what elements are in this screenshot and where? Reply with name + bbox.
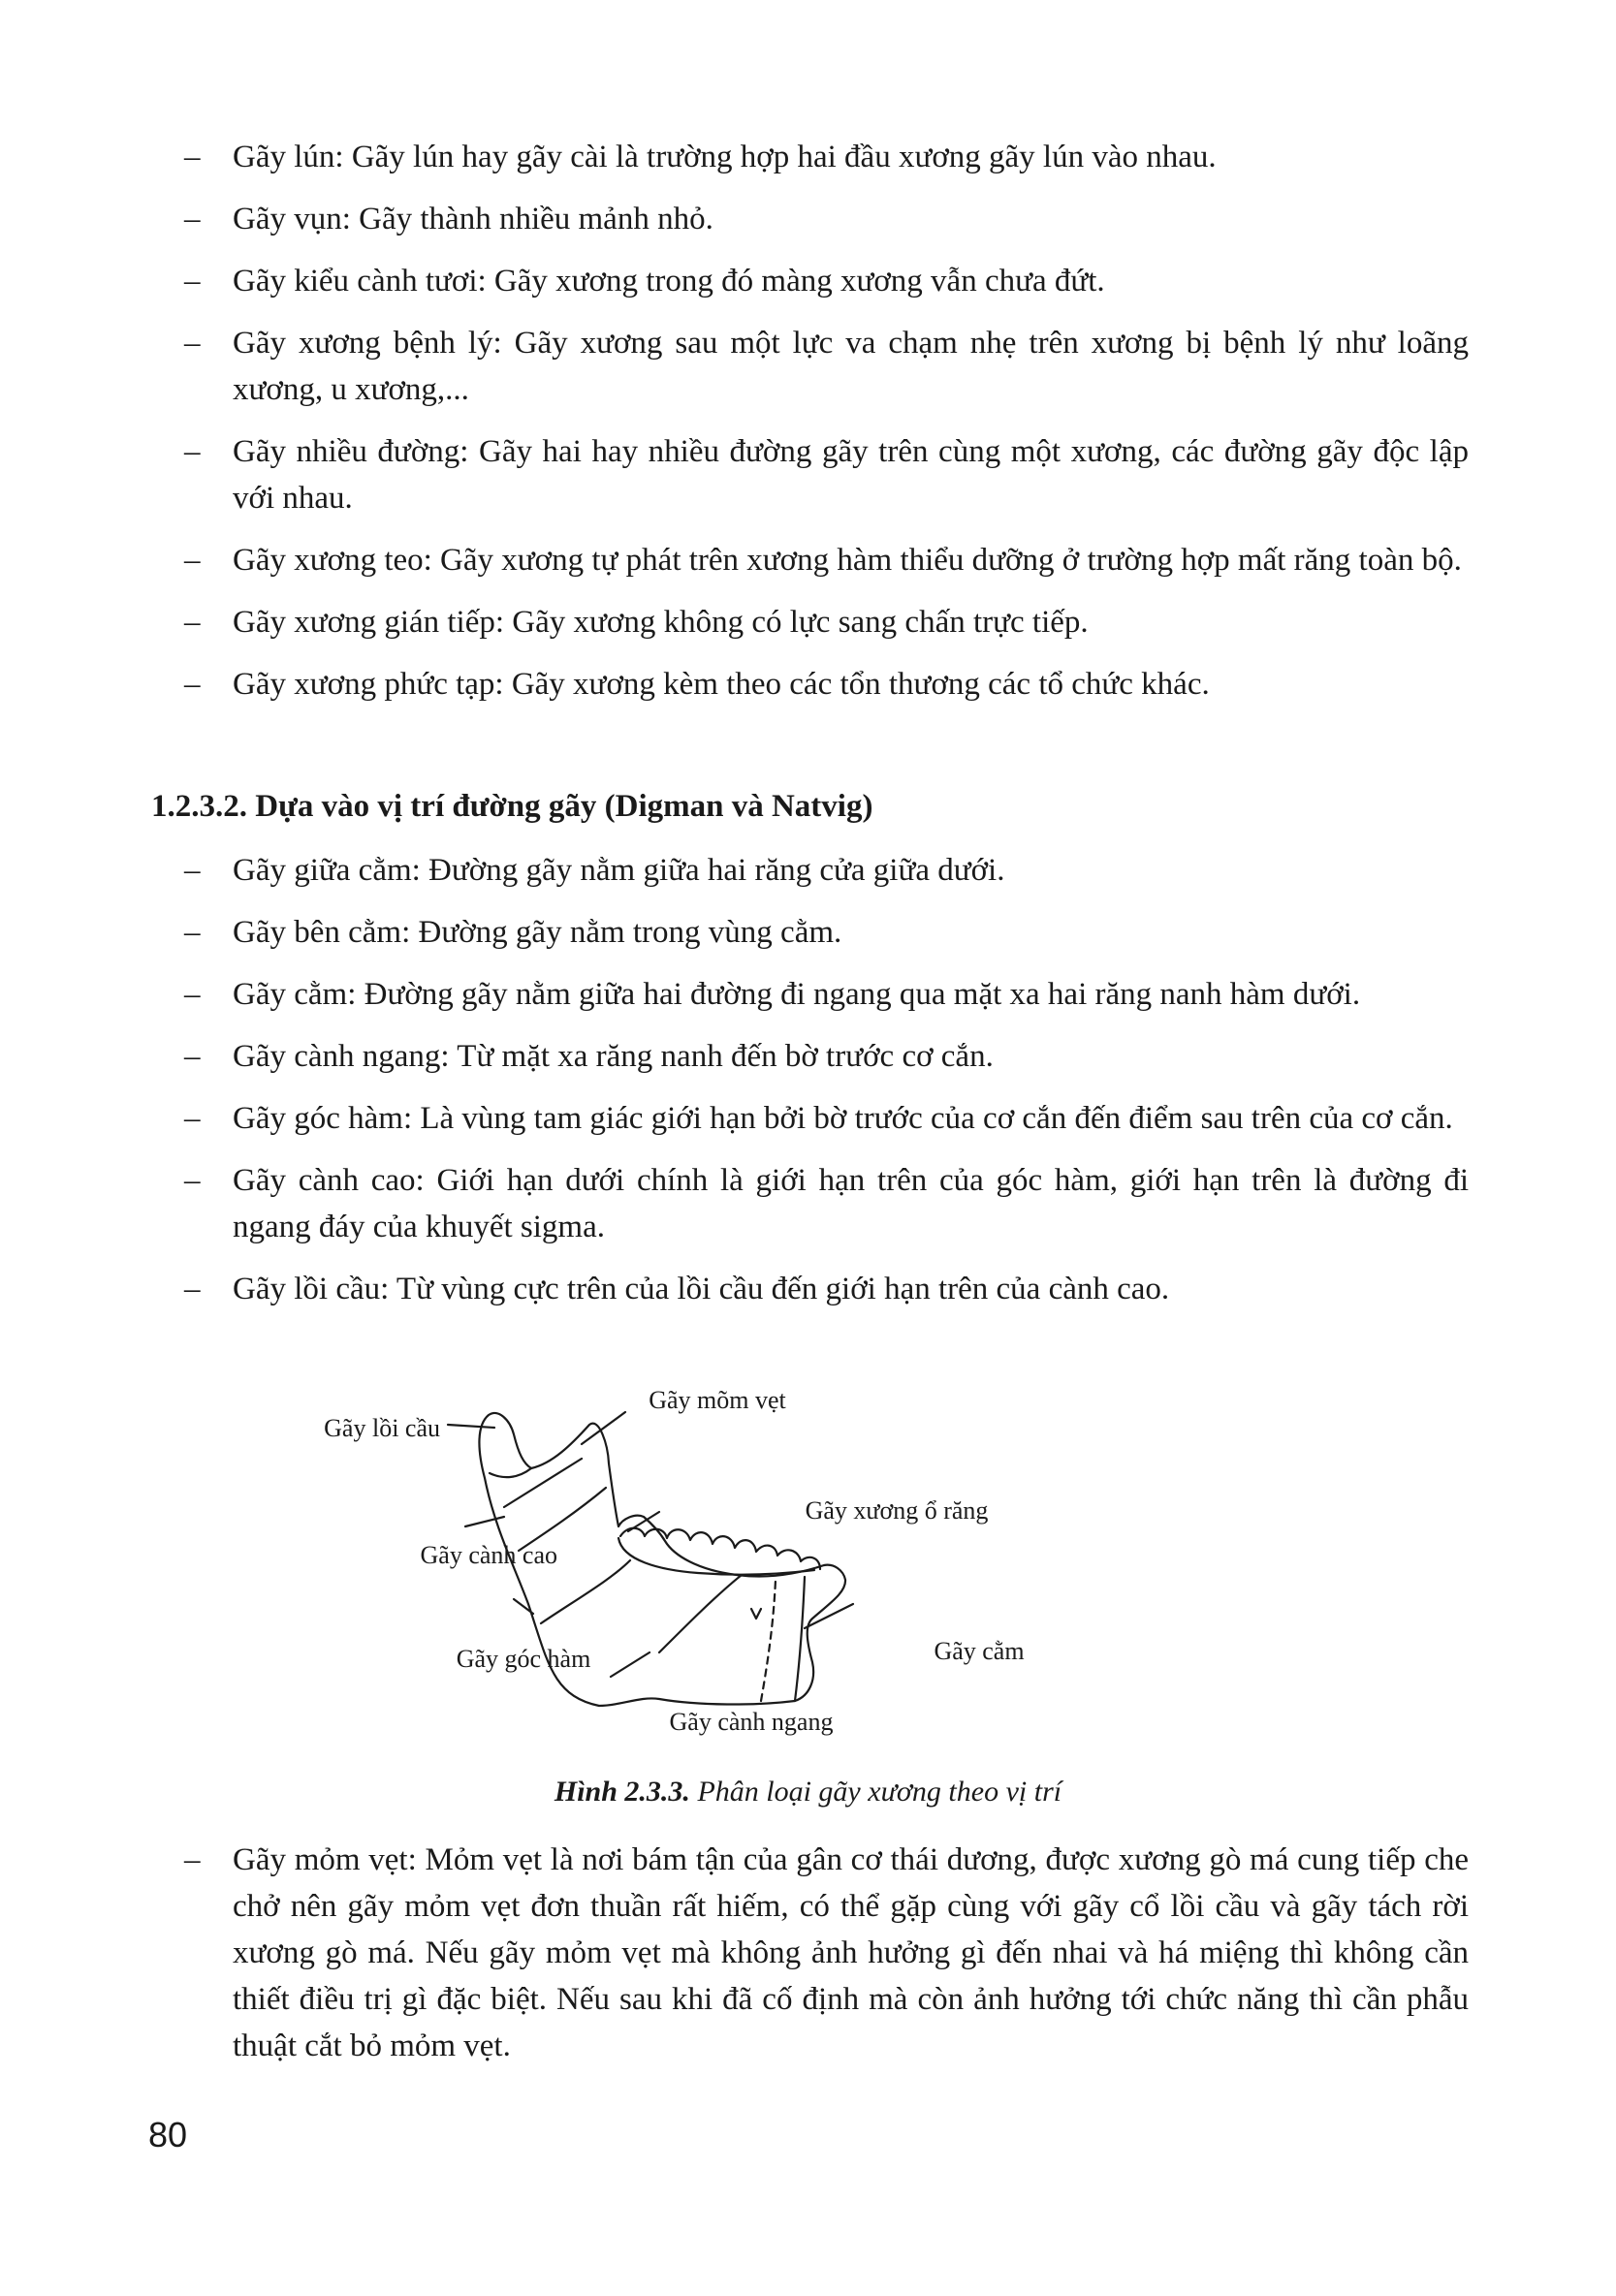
label-coronoid: Gãy mõm vẹt	[649, 1386, 786, 1414]
chin-line	[761, 1580, 776, 1701]
leader-chin	[805, 1604, 853, 1628]
list-item	[184, 1095, 1469, 1142]
list-dash: –	[184, 915, 201, 950]
list-item	[184, 971, 1469, 1018]
label-chin: Gãy cằm	[934, 1637, 1025, 1665]
list-dash: –	[184, 1163, 201, 1198]
list-item	[184, 134, 1469, 180]
list-dash: –	[184, 1842, 201, 1877]
caption-text: Phân loại gãy xương theo vị trí	[689, 1776, 1062, 1808]
list-dash: –	[184, 326, 201, 361]
list-item	[184, 1837, 1469, 2069]
leader-condyle	[448, 1425, 494, 1428]
list-item	[184, 599, 1469, 645]
list-dash: –	[184, 543, 201, 578]
list-item-text: Gãy nhiều đường: Gãy hai hay nhiều đường gãy trên cùng một xương, các đường gãy độc lập với nhau.	[233, 434, 1469, 516]
list-item-text: Gãy bên cằm: Đường gãy nằm trong vùng cằm.	[233, 915, 842, 950]
list-item	[184, 258, 1469, 304]
chin-side-line	[795, 1577, 805, 1701]
list-item-text: Gãy xương teo: Gãy xương tự phát trên xương hàm thiểu dưỡng ở trường hợp mất răng toàn bộ.	[233, 543, 1462, 578]
list-dash: –	[184, 605, 201, 640]
list-item-text: Gãy cành ngang: Từ mặt xa răng nanh đến bờ trước cơ cắn.	[233, 1039, 994, 1074]
list-item	[184, 1266, 1469, 1312]
list-item	[184, 428, 1469, 521]
list-item-text: Gãy xương phức tạp: Gãy xương kèm theo các tổn thương các tổ chức khác.	[233, 667, 1210, 702]
list-dash: –	[184, 1039, 201, 1074]
list-dash: –	[184, 434, 201, 469]
list-dash: –	[184, 977, 201, 1012]
coronoid-list	[184, 1837, 1469, 2085]
condyle-line	[490, 1468, 531, 1477]
ramus-low-line	[541, 1560, 630, 1623]
fracture-type-list	[184, 134, 1469, 723]
list-dash: –	[184, 202, 201, 236]
list-item	[184, 196, 1469, 242]
list-item-text: Gãy kiểu cành tươi: Gãy xương trong đó màng xương vẫn chưa đứt.	[233, 264, 1105, 299]
mandible-diagram	[324, 1371, 1125, 1759]
list-item-text: Gãy xương gián tiếp: Gãy xương không có lực sang chấn trực tiếp.	[233, 605, 1089, 640]
list-dash: –	[184, 1101, 201, 1136]
list-item-text: Gãy lồi cầu: Từ vùng cực trên của lồi cầu đến giới hạn trên của cành cao.	[233, 1272, 1170, 1306]
caption-number: Hình 2.3.3.	[554, 1776, 690, 1808]
mandible-fracture-figure	[324, 1371, 1125, 1759]
list-item	[184, 847, 1469, 894]
list-item	[184, 537, 1469, 583]
teeth-base	[618, 1538, 814, 1575]
label-condyle: Gãy lồi cầu	[324, 1414, 440, 1442]
list-dash: –	[184, 140, 201, 174]
leader-angle	[514, 1599, 533, 1614]
leader-body	[611, 1652, 650, 1677]
fracture-location-list	[184, 847, 1469, 1328]
list-item	[184, 1033, 1469, 1080]
list-dash: –	[184, 853, 201, 888]
label-angle: Gãy góc hàm	[456, 1645, 591, 1673]
body-line	[659, 1575, 742, 1652]
list-item	[184, 320, 1469, 413]
list-dash: –	[184, 667, 201, 702]
list-item	[184, 661, 1469, 708]
list-dash: –	[184, 1272, 201, 1306]
list-item-text: Gãy góc hàm: Là vùng tam giác giới hạn bởi bờ trước của cơ cắn đến điểm sau trên của cơ cắn.	[233, 1101, 1453, 1136]
list-item-text: Gãy giữa cằm: Đường gãy nằm giữa hai răng cửa giữa dưới.	[233, 853, 1005, 888]
small-mark	[751, 1609, 761, 1619]
page-number: 80	[148, 2115, 188, 2154]
section-heading: 1.2.3.2. Dựa vào vị trí đường gãy (Digman và Natvig)	[151, 789, 873, 824]
label-alveolar: Gãy xương ổ răng	[805, 1496, 989, 1525]
coronoid-line	[504, 1459, 582, 1507]
list-dash: –	[184, 264, 201, 299]
list-item-text: Gãy xương bệnh lý: Gãy xương sau một lực va chạm nhẹ trên xương bị bệnh lý như loãng xương, u xương,...	[233, 326, 1469, 407]
label-body: Gãy cành ngang	[669, 1708, 834, 1736]
list-item-text: Gãy cằm: Đường gãy nằm giữa hai đường đi ngang qua mặt xa hai răng nanh hàm dưới.	[233, 977, 1361, 1012]
list-item	[184, 909, 1469, 956]
figure-caption	[0, 1776, 1616, 1808]
label-ramus: Gãy cành cao	[420, 1541, 557, 1569]
list-item-text: Gãy cành cao: Giới hạn dưới chính là giới hạn trên của góc hàm, giới hạn trên là đường đi ngang đáy của khuyết sigma.	[233, 1163, 1469, 1244]
teeth-row	[620, 1528, 820, 1569]
list-item-text: Gãy mỏm vẹt: Mỏm vẹt là nơi bám tận của gân cơ thái dương, được xương gò má cung tiếp che chở nên gãy mỏm vẹt đơn thuần rất hiếm, có thể gặp cùng với gãy cổ lồi cầu và gãy tách rời xương gò má. Nếu gãy mỏm vẹt mà không ảnh hưởng gì đến nhai và há miệng thì không cần thiết điều trị gì đặc biệt. Nếu sau khi đã cố định mà còn ảnh hưởng tới chức năng thì cần phẫu thuật cắt bỏ mỏm vẹt.	[233, 1842, 1469, 2063]
list-item-text: Gãy lún: Gãy lún hay gãy cài là trường hợp hai đầu xương gãy lún vào nhau.	[233, 140, 1217, 174]
list-item	[184, 1157, 1469, 1250]
list-item-text: Gãy vụn: Gãy thành nhiều mảnh nhỏ.	[233, 202, 713, 236]
